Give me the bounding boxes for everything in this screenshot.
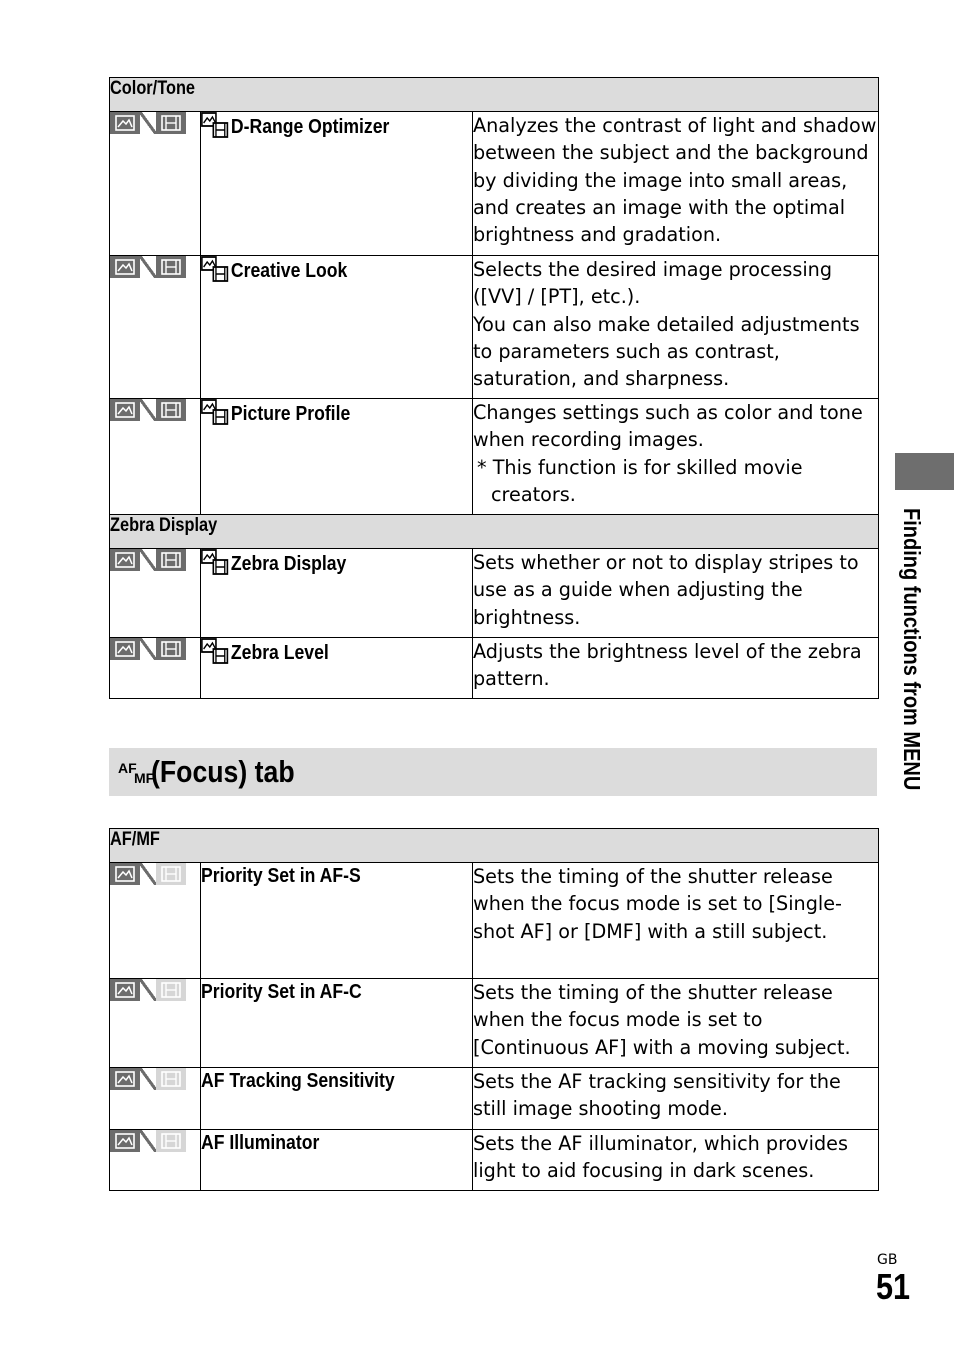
table-row [110, 1130, 879, 1191]
color-tone-table [109, 77, 879, 699]
still-movie-small-icon [201, 399, 229, 432]
function-name: Priority Set in AF-S [201, 865, 361, 887]
movie-icon [156, 112, 186, 134]
table-row [110, 1068, 879, 1130]
function-description: Changes settings such as color and tone when recording images. * This function is for skilled movie creators. [473, 399, 879, 515]
function-description: Adjusts the brightness level of the zebra pattern. [473, 638, 879, 699]
movie-disabled-icon [156, 1130, 186, 1152]
still-movie-small-icon [201, 112, 229, 145]
still-image-icon [110, 549, 140, 571]
still-image-icon [110, 112, 140, 134]
movie-disabled-icon [156, 979, 186, 1001]
function-name: Priority Set in AF-C [201, 981, 362, 1003]
function-description: Sets the timing of the shutter release when the focus mode is set to [Single-shot AF] or [DMF] with a still subject. [473, 863, 879, 979]
table-row [110, 256, 879, 399]
function-description: Sets whether or not to display stripes to use as a guide when adjusting the brightness. [473, 549, 879, 638]
function-description: Sets the AF tracking sensitivity for the still image shooting mode. [473, 1068, 879, 1130]
afmf-icon: AF MF [118, 760, 155, 786]
function-description: Sets the timing of the shutter release when the focus mode is set to [Continuous AF] with a moving subject. [473, 979, 879, 1068]
still-only-mode-icon [110, 863, 200, 885]
function-name: Creative Look [230, 260, 348, 282]
still-movie-small-icon [201, 638, 229, 671]
table-row [110, 863, 879, 979]
still-image-icon [110, 1130, 140, 1152]
table-row [110, 638, 879, 699]
function-name: AF Tracking Sensitivity [201, 1070, 395, 1092]
page-number: 51 [876, 1266, 911, 1307]
function-name: Zebra Display [230, 553, 347, 575]
mode-availability [110, 1068, 201, 1130]
mode-availability [110, 979, 201, 1068]
function-name: Picture Profile [230, 403, 351, 425]
function-name: Zebra Level [230, 642, 329, 664]
movie-disabled-icon [156, 863, 186, 885]
mode-availability [110, 112, 201, 256]
still-image-icon [110, 979, 140, 1001]
mode-availability [110, 549, 201, 638]
function-description: Analyzes the contrast of light and shadow between the subject and the background by dividing the image into small areas, and creates an image with the optimal brightness and gradation. [473, 112, 879, 256]
section-header-zebra-display: Zebra Display [110, 515, 879, 549]
region-code: GB [877, 1252, 898, 1268]
mode-availability [110, 399, 201, 515]
still-only-mode-icon [110, 1068, 200, 1090]
still-image-icon [110, 1068, 140, 1090]
mode-availability [110, 638, 201, 699]
table-row [110, 399, 879, 515]
still-image-icon [110, 638, 140, 660]
still-movie-mode-icon [110, 256, 200, 278]
focus-tab-heading [109, 748, 877, 796]
movie-disabled-icon [156, 1068, 186, 1090]
still-only-mode-icon [110, 1130, 200, 1152]
mode-availability [110, 1130, 201, 1191]
function-description: Sets the AF illuminator, which provides light to aid focusing in dark scenes. [473, 1130, 879, 1191]
still-movie-small-icon [201, 549, 229, 582]
function-description: Selects the desired image processing ([VV] / [PT], etc.). You can also make detailed adjustments to parameters such as contrast, saturation, and sharpness. [473, 256, 879, 399]
movie-icon [156, 256, 186, 278]
note: * This function is for skilled movie creators. [477, 455, 803, 506]
chapter-side-label: Finding functions from MENU [899, 508, 925, 791]
mode-availability [110, 256, 201, 399]
movie-icon [156, 399, 186, 421]
section-header-afmf: AF/MF [110, 829, 879, 863]
still-movie-mode-icon [110, 112, 200, 134]
function-name: AF Illuminator [201, 1132, 320, 1154]
still-image-icon [110, 863, 140, 885]
still-movie-small-icon [201, 256, 229, 289]
movie-icon [156, 549, 186, 571]
table-row [110, 549, 879, 638]
focus-tab-title: (Focus) tab [151, 754, 295, 789]
table-row [110, 112, 879, 256]
movie-icon [156, 638, 186, 660]
still-image-icon [110, 399, 140, 421]
still-movie-mode-icon [110, 399, 200, 421]
mode-availability [110, 863, 201, 979]
chapter-tab-marker [895, 453, 954, 490]
still-movie-mode-icon [110, 638, 200, 660]
function-name: D-Range Optimizer [230, 116, 390, 138]
table-row [110, 979, 879, 1068]
afmf-table [109, 828, 879, 1191]
section-header-color-tone: Color/Tone [110, 78, 879, 112]
still-image-icon [110, 256, 140, 278]
still-movie-mode-icon [110, 549, 200, 571]
still-only-mode-icon [110, 979, 200, 1001]
